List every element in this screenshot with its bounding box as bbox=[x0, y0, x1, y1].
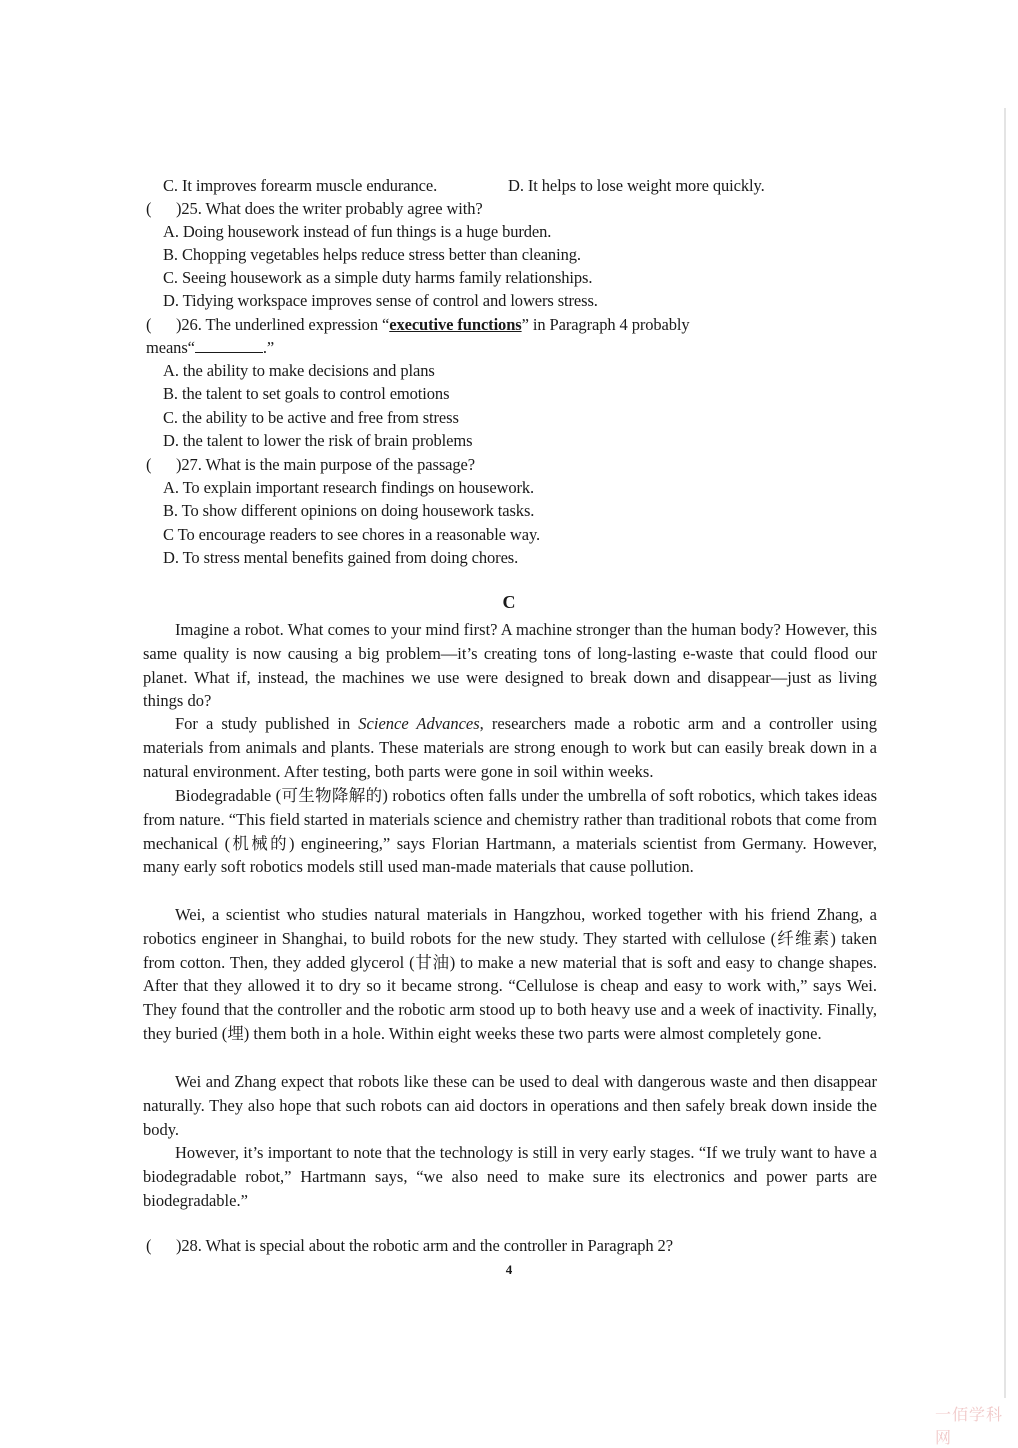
q25-option-a: A. Doing housework instead of fun things is a huge burden. bbox=[163, 222, 552, 241]
prev-options-row bbox=[163, 176, 863, 196]
option-c: C. It improves forearm muscle endurance. bbox=[163, 176, 438, 195]
q25-option-c: C. Seeing housework as a simple duty harms family relationships. bbox=[163, 268, 593, 287]
paragraph-2 bbox=[143, 712, 877, 783]
journal-name: Science Advances bbox=[358, 714, 480, 733]
q26-option-b: B. the talent to set goals to control emotions bbox=[163, 384, 450, 403]
question-stem-part4: .” bbox=[262, 338, 275, 357]
answer-blank[interactable] bbox=[195, 338, 263, 353]
question-26-line2 bbox=[146, 338, 274, 358]
q26-option-d: D. the talent to lower the risk of brain problems bbox=[163, 431, 473, 450]
underlined-expression: executive functions bbox=[389, 315, 522, 334]
answer-bracket[interactable]: ( bbox=[146, 315, 152, 334]
paragraph-6: However, it’s important to note that the technology is still in very early stages. “If we truly want to have a biodegradable robot,” Hartmann says, “we also need to make sure its electronics and power parts are biodegradable.” bbox=[143, 1143, 877, 1210]
question-stem-part2: ” in Paragraph 4 probably bbox=[521, 315, 690, 334]
paragraph-1: Imagine a robot. What comes to your mind first? A machine stronger than the human body? However, this same quality is now causing a big problem—it’s creating tons of long-lasting e-waste that could flood our planet. What if, instead, the machines we use were designed to break down and disappear—just as living things do? bbox=[143, 620, 877, 711]
question-stem-part1: )26. The underlined expression “ bbox=[176, 315, 390, 334]
option-d: D. It helps to lose weight more quickly. bbox=[508, 176, 765, 195]
paragraph-2-text-b: , researchers made a robotic arm and a controller using materials from animals and plants. These materials are strong enough to work but can easily break down in a natural environment. After testing, both parts were gone in soil within weeks. bbox=[143, 714, 877, 781]
answer-bracket[interactable]: ( bbox=[146, 455, 152, 474]
q26-option-a: A. the ability to make decisions and plans bbox=[163, 361, 435, 380]
q26-option-c: C. the ability to be active and free from stress bbox=[163, 408, 459, 427]
watermark: 一佰学科网 bbox=[935, 1405, 1004, 1447]
paragraph-5: Wei and Zhang expect that robots like these can be used to deal with dangerous waste and then disappear naturally. They also hope that such robots can aid doctors in operations and then safely break down inside the body. bbox=[143, 1072, 877, 1139]
q27-option-d: D. To stress mental benefits gained from doing chores. bbox=[163, 548, 519, 567]
page-number: 4 bbox=[505, 1262, 513, 1277]
q27-option-b: B. To show different opinions on doing housework tasks. bbox=[163, 501, 535, 520]
question-28 bbox=[146, 1236, 673, 1256]
paragraph-4: Wei, a scientist who studies natural materials in Hangzhou, worked together with his friend Zhang, a robotics engineer in Shanghai, to build robots for the new study. They started with cellulose (纤维素) taken from cotton. Then, they added glycerol (甘油) to make a new material that is soft and easy to change shapes. After that they allowed it to dry so it became strong. “Cellulose is cheap and easy to work with,” says Wei. They found that the controller and the robotic arm stood up to both heavy use and a week of inactivity. Finally, they buried (埋) them both in a hole. Within eight weeks these two parts were almost completely gone. bbox=[143, 905, 877, 1043]
paragraph-2-text-a: For a study published in bbox=[175, 714, 359, 733]
q27-option-c: C To encourage readers to see chores in a reasonable way. bbox=[163, 525, 541, 544]
answer-bracket[interactable]: ( bbox=[146, 199, 152, 218]
paragraph-3: Biodegradable (可生物降解的) robotics often falls under the umbrella of soft robotics, which takes ideas from nature. “This field started in materials science and chemistry rather than traditional robots that come from mechanical (机械的) engineering,” says Florian Hartmann, a materials scientist from Germany. However, many early soft robotics models still used man-made materials that cause pollution. bbox=[143, 786, 877, 877]
question-25 bbox=[146, 199, 483, 219]
q27-option-a: A. To explain important research findings on housework. bbox=[163, 478, 535, 497]
q25-option-b: B. Chopping vegetables helps reduce stress better than cleaning. bbox=[163, 245, 581, 264]
q25-option-d: D. Tidying workspace improves sense of control and lowers stress. bbox=[163, 291, 598, 310]
question-27 bbox=[146, 455, 475, 475]
question-stem: )27. What is the main purpose of the passage? bbox=[176, 455, 475, 474]
section-heading: C bbox=[502, 592, 516, 612]
question-stem-part3: means“ bbox=[146, 338, 195, 357]
question-stem: )28. What is special about the robotic arm and the controller in Paragraph 2? bbox=[176, 1236, 673, 1255]
question-stem: )25. What does the writer probably agree with? bbox=[176, 199, 483, 218]
answer-bracket[interactable]: ( bbox=[146, 1236, 152, 1255]
scan-edge-line bbox=[1004, 108, 1006, 1398]
question-26 bbox=[146, 315, 690, 335]
